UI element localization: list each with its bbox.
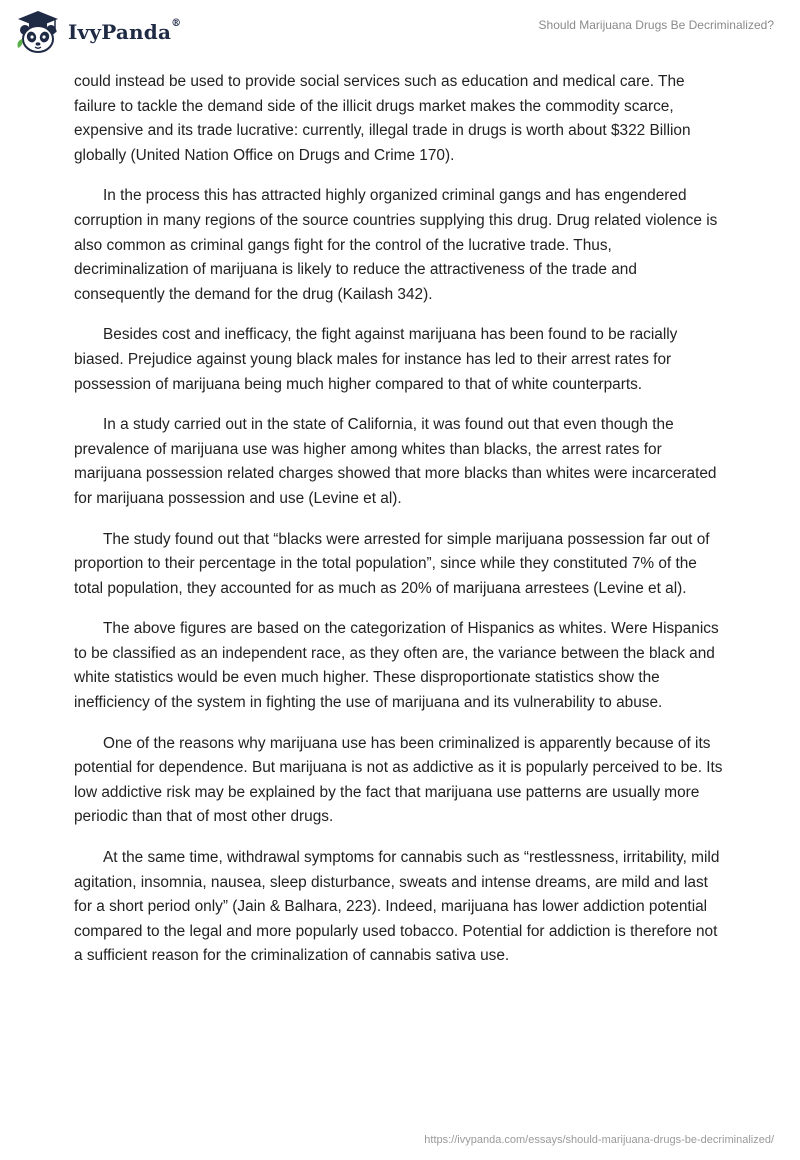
paragraph: The above figures are based on the categorization of Hispanics as whites. Were Hispanics to be classified as an independent race, as they often are, the variance between the black and white statistics would be even much higher. These disproportionate statistics show the inefficiency of the system in fighting the use of marijuana and its vulnerability to abuse. [74,620,719,712]
brand-logo[interactable] [14,8,181,56]
paragraph: The study found out that “blacks were arrested for simple marijuana possession far out of proportion to their percentage in the total population”, since while they constituted 7% of the total population, they accounted for as much as 20% of marijuana arrestees (Levine et al). [74,530,710,597]
paragraph: At the same time, withdrawal symptoms for cannabis such as “restlessness, irritability, mild agitation, insomnia, nausea, sleep disturbance, sweats and intense dreams, are mild and last for a short period only” (Jain & Balhara, 223). Indeed, marijuana has lower addiction potential compared to the legal and more popularly used tobacco. Potential for addiction is therefore not a sufficient reason for the criminalization of cannabis sativa use. [74,849,720,965]
paragraph: could instead be used to provide social services such as education and medical care. The failure to tackle the demand side of the illicit drugs market makes the commodity scarce, expensive and its trade lucrative: currently, illegal trade in drugs is worth about $322 Billion globally (United Nation Office on Drugs and Crime 170). [74,73,691,164]
document-title: Should Marijuana Drugs Be Decriminalized? [538,18,774,32]
source-url[interactable]: https://ivypanda.com/essays/should-marijuana-drugs-be-decriminalized/ [424,1134,774,1146]
essay-body [74,70,724,985]
paragraph: Besides cost and inefficacy, the fight against marijuana has been found to be racially biased. Prejudice against young black males for instance has led to their arrest rates for possession of marijuana being much higher compared to that of white counterparts. [74,326,678,393]
paragraph: In the process this has attracted highly organized criminal gangs and has engendered corruption in many regions of the source countries supplying this drug. Drug related violence is also common as criminal gangs fight for the control of the lucrative trade. Thus, decriminalization of marijuana is likely to reduce the attractiveness of the trade and consequently the demand for the drug (Kailash 342). [74,187,718,303]
page-header [0,0,800,62]
paragraph: One of the reasons why marijuana use has been criminalized is apparently because of its potential for dependence. But marijuana is not as addictive as it is popularly perceived to be. Its low addictive risk may be explained by the fact that marijuana use patterns are usually more periodic than that of most other drugs. [74,734,723,826]
paragraph: In a study carried out in the state of California, it was found out that even though the prevalence of marijuana use was higher among whites than blacks, the arrest rates for marijuana possession related charges showed that more blacks than whites were incarcerated for marijuana possession and use (Levine et al). [74,416,717,507]
panda-graduate-icon [14,8,62,56]
brand-name: IvyPanda® [68,18,182,44]
